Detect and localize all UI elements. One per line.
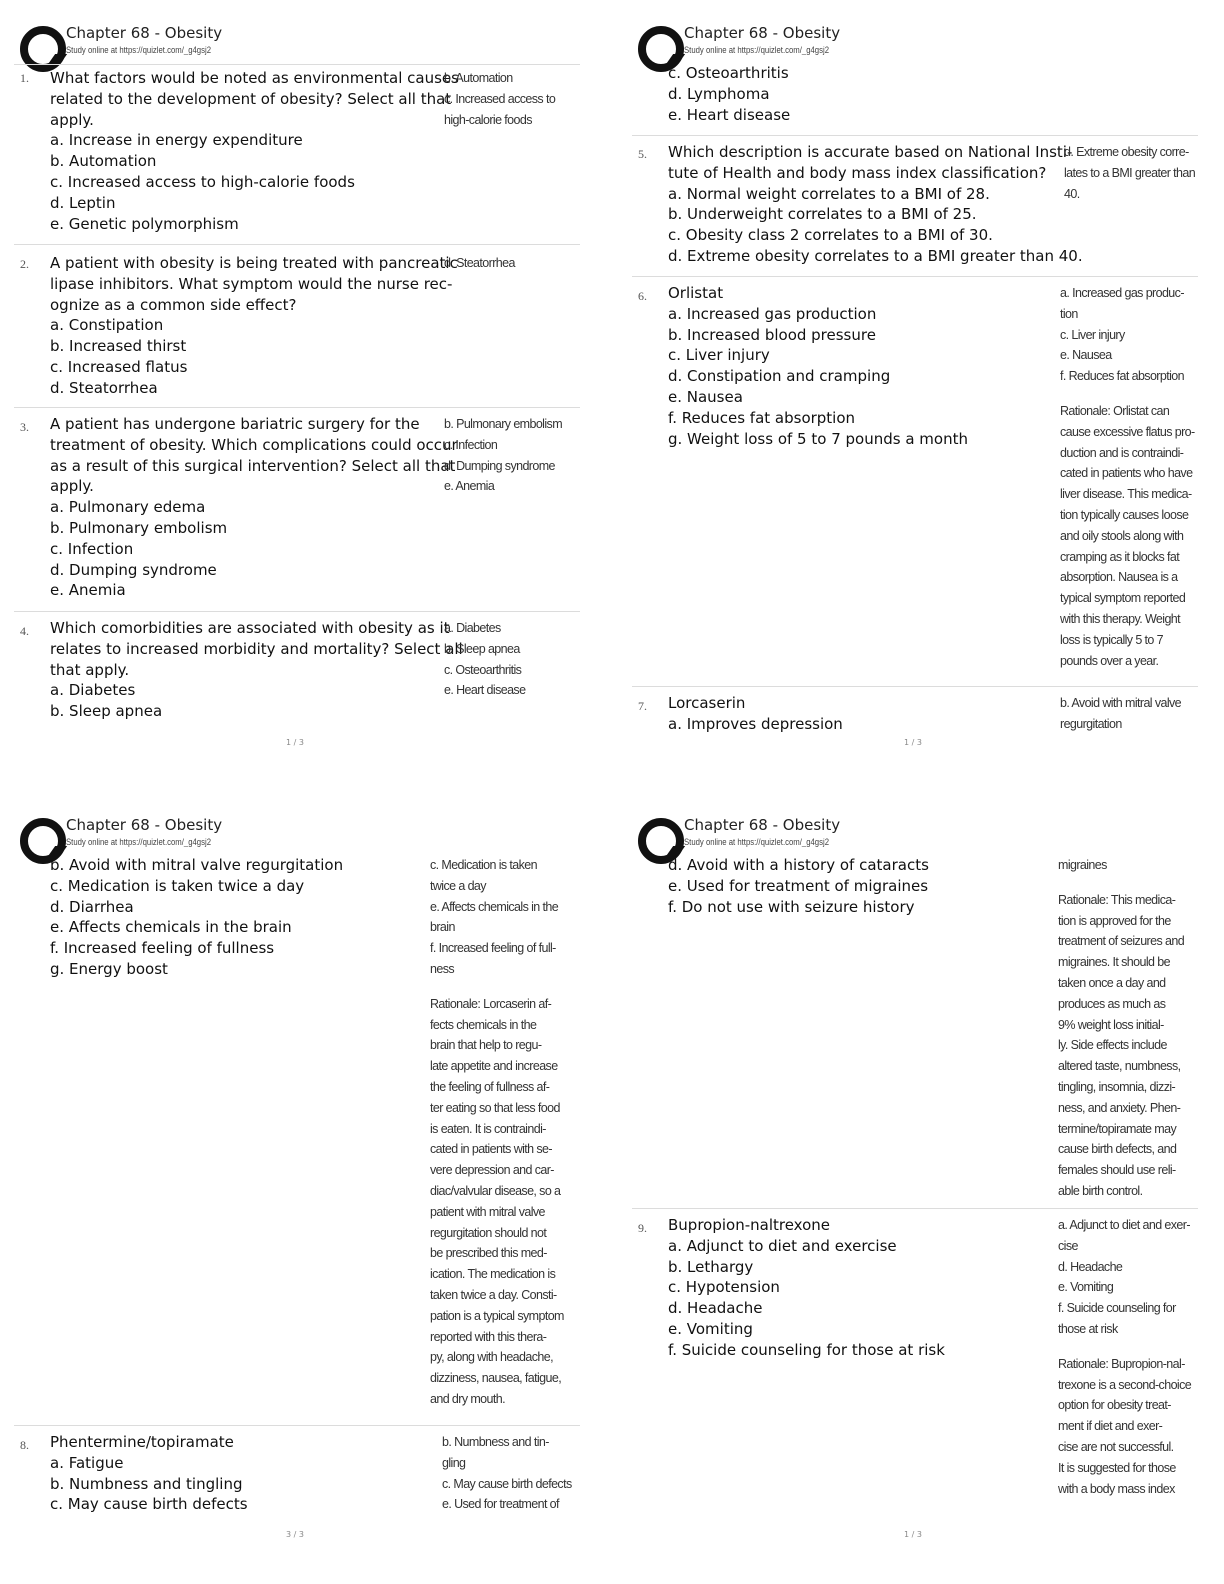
page-number: 1 / 3 <box>904 1530 922 1539</box>
answer-line: e. Vomiting <box>1058 1280 1114 1295</box>
rationale <box>1058 1354 1198 1500</box>
rationale-line: cise are not successful. <box>1058 1439 1174 1454</box>
answer-line: a. Adjunct to diet and exer- <box>1058 1218 1190 1232</box>
question-number: 6. <box>638 289 647 303</box>
question-body <box>50 414 458 601</box>
question-number: 9. <box>638 1221 647 1235</box>
rationale-line: patient with mitral valve <box>430 1204 545 1219</box>
option: b. Automation <box>50 152 157 171</box>
rationale-line: tingling, insomnia, dizzi- <box>1058 1079 1176 1094</box>
page-title: Chapter 68 - Obesity <box>66 816 223 834</box>
page-title: Chapter 68 - Obesity <box>684 24 841 42</box>
answer <box>430 855 570 1410</box>
page-4 <box>632 810 1212 1580</box>
option: d. Diarrhea <box>50 897 134 916</box>
answer-line: a. Diabetes <box>444 621 501 635</box>
option: a. Diabetes <box>50 681 136 700</box>
option: e. Vomiting <box>668 1319 753 1338</box>
rationale-line: Rationale: Orlistat can <box>1060 403 1170 418</box>
option: e. Affects chemicals in the brain <box>50 918 292 937</box>
rationale-line: trexone is a second-choice <box>1058 1377 1192 1392</box>
question-text: apply. <box>50 110 94 129</box>
answer-line: b. Avoid with mitral valve <box>1060 696 1182 710</box>
option: a. Pulmonary edema <box>50 498 206 517</box>
option: c. Infection <box>50 539 134 558</box>
rationale-line: typical symptom reported <box>1060 591 1186 606</box>
question-2 <box>14 244 580 397</box>
option: e. Used for treatment of migraines <box>668 876 929 895</box>
rationale-line: cause birth defects, and <box>1058 1142 1177 1157</box>
answer-line: f. Increased feeling of full- <box>430 941 556 956</box>
option: e. Anemia <box>50 581 126 600</box>
option: c. May cause birth defects <box>50 1495 248 1514</box>
page-number: 1 / 3 <box>904 738 922 747</box>
option: e. Genetic polymorphism <box>50 214 239 233</box>
answer-line: e. Used for treatment of <box>442 1497 559 1512</box>
option: c. Increased access to high-calorie foods <box>50 172 355 191</box>
option: d. Extreme obesity correlates to a BMI greater than 40. <box>668 246 1083 265</box>
rationale-line: Rationale: This medica- <box>1058 892 1176 907</box>
answer <box>1058 855 1198 1202</box>
rationale-line: taken twice a day. Consti- <box>430 1287 557 1302</box>
question-number: 7. <box>638 699 647 713</box>
option: b. Pulmonary embolism <box>50 518 228 537</box>
question-body <box>50 68 459 234</box>
option: a. Improves depression <box>668 714 843 733</box>
answer-line: 40. <box>1064 186 1080 201</box>
rationale <box>1060 401 1200 671</box>
question-number: 8. <box>20 1438 29 1452</box>
page-title: Chapter 68 - Obesity <box>684 816 841 834</box>
option: e. Nausea <box>668 387 743 406</box>
rationale-line: and oily stools along with <box>1060 528 1184 543</box>
answer-line: twice a day <box>430 878 486 893</box>
answer-line: c. Liver injury <box>1060 327 1125 342</box>
rationale-line: with this therapy. Weight <box>1060 611 1181 626</box>
question-4 <box>14 611 580 721</box>
option: c. Medication is taken twice a day <box>50 876 305 895</box>
question-number: 3. <box>20 420 29 434</box>
rationale-line: be prescribed this med- <box>430 1246 547 1261</box>
option: f. Increased feeling of fullness <box>50 939 275 958</box>
rationale <box>430 994 570 1410</box>
rationale <box>1058 890 1198 1202</box>
question-number: 5. <box>638 147 647 161</box>
rationale-line: late appetite and increase <box>430 1059 558 1074</box>
answer-line: migraines <box>1058 858 1107 872</box>
answer-line: c. Medication is taken <box>430 858 537 872</box>
option: e. Heart disease <box>668 105 791 124</box>
answer-line: e. Affects chemicals in the <box>430 899 559 914</box>
rationale-line: able birth control. <box>1058 1183 1143 1198</box>
rationale-line: the feeling of fullness af- <box>430 1079 550 1094</box>
quizlet-logo-icon <box>20 26 66 72</box>
question-text: as a result of this surgical intervention? Select all that <box>50 456 456 475</box>
question-1 <box>14 64 580 233</box>
option: b. Increased thirst <box>50 337 187 356</box>
question-body <box>668 142 1083 267</box>
rationale-line: diac/valvular disease, so a <box>430 1183 561 1198</box>
option: b. Increased blood pressure <box>668 325 876 344</box>
question-text: that apply. <box>50 660 130 679</box>
option: d. Steatorrhea <box>50 378 158 397</box>
answer-line: e. Heart disease <box>444 683 526 698</box>
answer <box>1058 1215 1198 1499</box>
rationale-line: cated in patients with se- <box>430 1142 552 1157</box>
question-number: 4. <box>20 624 29 638</box>
answer-line: c. May cause birth defects <box>442 1476 572 1491</box>
question-7 <box>632 686 1198 733</box>
option: b. Underweight correlates to a BMI of 25. <box>668 205 977 224</box>
rationale-line: termine/topiramate may <box>1058 1121 1177 1136</box>
answer-line: f. Suicide counseling for <box>1058 1301 1176 1316</box>
question-3 <box>14 407 580 600</box>
rationale-line: ness, and anxiety. Phen- <box>1058 1100 1181 1115</box>
page-header <box>14 810 574 860</box>
question-text: related to the development of obesity? Select all that <box>50 89 452 108</box>
option: d. Headache <box>668 1299 763 1318</box>
answer-line: ness <box>430 961 455 976</box>
page-2 <box>632 18 1212 788</box>
rationale-line: tion is approved for the <box>1058 913 1171 928</box>
answer-line: cise <box>1058 1238 1078 1253</box>
question-text: Phentermine/topiramate <box>50 1433 234 1451</box>
rationale-line: ly. Side effects include <box>1058 1038 1167 1053</box>
page-number: 1 / 3 <box>286 738 304 747</box>
option: a. Adjunct to diet and exercise <box>668 1236 897 1255</box>
question-text: Which comorbidities are associated with obesity as it <box>50 619 450 637</box>
page-3 <box>14 810 594 1580</box>
answer <box>1060 283 1200 671</box>
question-number: 2. <box>20 257 29 271</box>
option: d. Lymphoma <box>668 84 770 103</box>
answer-line: gling <box>442 1455 466 1470</box>
rationale-line: migraines. It should be <box>1058 955 1170 970</box>
answer-line: tion <box>1060 306 1078 321</box>
option: d. Leptin <box>50 193 116 212</box>
rationale-line: It is suggested for those <box>1058 1460 1176 1475</box>
rationale-line: ication. The medication is <box>430 1267 556 1282</box>
rationale-line: taken once a day and <box>1058 975 1166 990</box>
option: c. Liver injury <box>668 346 770 365</box>
answer-line: b. Numbness and tin- <box>442 1435 549 1449</box>
question-text: A patient with obesity is being treated with pancreatic <box>50 254 458 272</box>
rationale-line: vere depression and car- <box>430 1163 554 1178</box>
study-online-link[interactable]: Study online at https://quizlet.com/_g4gsj2 <box>684 45 830 55</box>
page-1 <box>14 18 594 788</box>
option: c. Osteoarthritis <box>668 64 789 82</box>
answer-line: d. Dumping syndrome <box>444 458 555 473</box>
option: d. Dumping syndrome <box>50 560 217 579</box>
study-online-link[interactable]: Study online at https://quizlet.com/_g4gsj2 <box>684 837 830 847</box>
answer-line: e. Anemia <box>444 479 495 494</box>
option: c. Hypotension <box>668 1278 780 1297</box>
option: c. Increased flatus <box>50 357 188 376</box>
option: b. Numbness and tingling <box>50 1474 243 1493</box>
option: g. Weight loss of 5 to 7 pounds a month <box>668 429 968 448</box>
question-body <box>668 855 1062 917</box>
rationale-line: fects chemicals in the <box>430 1017 537 1032</box>
page-header <box>14 18 574 68</box>
answer-line: c. Infection <box>444 437 498 452</box>
option: a. Normal weight correlates to a BMI of 28. <box>668 184 990 203</box>
answer-line: e. Nausea <box>1060 348 1112 363</box>
option: a. Fatigue <box>50 1453 124 1472</box>
study-online-link[interactable]: Study online at https://quizlet.com/_g4gsj2 <box>66 45 212 55</box>
answer-line: d. Headache <box>1058 1259 1123 1274</box>
answer <box>442 1432 582 1515</box>
answer <box>1064 142 1204 204</box>
question-body <box>50 253 458 399</box>
answer-line: d. Steatorrhea <box>444 256 515 270</box>
answer-line: b. Automation <box>444 71 513 85</box>
question-body <box>668 63 1062 125</box>
rationale-line: dizziness, nausea, fatigue, <box>430 1371 562 1386</box>
study-online-link[interactable]: Study online at https://quizlet.com/_g4gsj2 <box>66 837 212 847</box>
option: g. Energy boost <box>50 959 168 978</box>
rationale-line: option for obesity treat- <box>1058 1398 1171 1413</box>
rationale-line: treatment of seizures and <box>1058 934 1185 949</box>
option: a. Increased gas production <box>668 304 877 323</box>
rationale-line: altered taste, numbness, <box>1058 1059 1181 1074</box>
rationale-line: regurgitation should not <box>430 1225 547 1240</box>
rationale-line: cause excessive flatus pro- <box>1060 424 1195 439</box>
rationale-line: females should use reli- <box>1058 1163 1176 1178</box>
rationale-line: absorption. Nausea is a <box>1060 570 1178 585</box>
rationale-line: cramping as it blocks fat <box>1060 549 1180 564</box>
answer <box>444 253 584 274</box>
answer-line: lates to a BMI greater than <box>1064 165 1196 180</box>
rationale-line: ment if diet and exer- <box>1058 1419 1163 1434</box>
rationale-line: ter eating so that less food <box>430 1100 560 1115</box>
answer-line: those at risk <box>1058 1321 1118 1336</box>
option: b. Avoid with mitral valve regurgitation <box>50 856 344 874</box>
question-6 <box>632 276 1198 668</box>
page-title: Chapter 68 - Obesity <box>66 24 223 42</box>
answer-line: d. Extreme obesity corre- <box>1064 145 1189 159</box>
question-body <box>50 618 463 722</box>
rationale-line: duction and is contraindi- <box>1060 445 1184 460</box>
question-text: What factors would be noted as environmental causes <box>50 69 459 87</box>
option: d. Avoid with a history of cataracts <box>668 856 929 874</box>
answer-line: b. Pulmonary embolism <box>444 417 563 431</box>
rationale-line: liver disease. This medica- <box>1060 487 1192 502</box>
option: a. Increase in energy expenditure <box>50 131 303 150</box>
rationale-line: reported with this thera- <box>430 1329 547 1344</box>
rationale-line: pation is a typical symptom <box>430 1308 564 1323</box>
option: b. Sleep apnea <box>50 702 163 721</box>
option: a. Constipation <box>50 316 164 335</box>
option: b. Lethargy <box>668 1257 754 1276</box>
rationale-line: cated in patients who have <box>1060 466 1193 481</box>
rationale-line: py, along with headache, <box>430 1350 553 1365</box>
rationale-line: produces as much as <box>1058 996 1166 1011</box>
question-body <box>668 693 1062 735</box>
question-8 <box>14 1425 580 1514</box>
option: f. Do not use with seizure history <box>668 897 915 916</box>
option: c. Obesity class 2 correlates to a BMI of 30. <box>668 226 993 245</box>
answer-line: regurgitation <box>1060 716 1122 731</box>
answer <box>444 618 584 701</box>
answer-line: a. Increased gas produc- <box>1060 286 1184 300</box>
question-text: treatment of obesity. Which complications could occur <box>50 435 458 454</box>
question-text: tute of Health and body mass index classification? <box>668 163 1047 182</box>
answer-line: c. Increased access to <box>444 91 556 106</box>
rationale-line: and dry mouth. <box>430 1391 505 1406</box>
rationale-line: pounds over a year. <box>1060 653 1159 668</box>
rationale-line: 9% weight loss initial- <box>1058 1017 1164 1032</box>
answer-line: b. Sleep apnea <box>444 641 520 656</box>
page-header <box>632 810 1192 860</box>
rationale-line: brain that help to regu- <box>430 1038 542 1053</box>
question-text: relates to increased morbidity and mortality? Select all <box>50 639 463 658</box>
question-text: Orlistat <box>668 284 724 302</box>
answer <box>444 68 584 130</box>
question-body <box>668 1215 1062 1361</box>
question-text: lipase inhibitors. What symptom would the nurse rec- <box>50 274 453 293</box>
rationale-line: tion typically causes loose <box>1060 507 1189 522</box>
rationale-line: Rationale: Bupropion-nal- <box>1058 1356 1185 1371</box>
option: f. Suicide counseling for those at risk <box>668 1340 945 1359</box>
question-text: Lorcaserin <box>668 694 746 712</box>
question-text: ognize as a common side effect? <box>50 295 297 314</box>
question-text: Bupropion-naltrexone <box>668 1216 830 1234</box>
question-5 <box>632 135 1198 265</box>
question-text: Which description is accurate based on National Insti- <box>668 143 1073 161</box>
rationale-line: Rationale: Lorcaserin af- <box>430 996 552 1011</box>
answer <box>1060 693 1200 735</box>
question-text: apply. <box>50 477 94 496</box>
answer-line: high-calorie foods <box>444 112 532 127</box>
rationale-line: with a body mass index <box>1058 1481 1175 1496</box>
answer-line: c. Osteoarthritis <box>444 662 522 677</box>
answer-line: brain <box>430 920 455 935</box>
answer-line: f. Reduces fat absorption <box>1060 369 1184 384</box>
question-text: A patient has undergone bariatric surgery for the <box>50 415 420 433</box>
question-number: 1. <box>20 71 29 85</box>
option: f. Reduces fat absorption <box>668 408 856 427</box>
answer <box>444 414 584 497</box>
rationale-line: loss is typically 5 to 7 <box>1060 632 1164 647</box>
option: d. Constipation and cramping <box>668 367 891 386</box>
question-body <box>50 1432 444 1515</box>
question-9 <box>632 1208 1198 1496</box>
question-body <box>668 283 1062 449</box>
rationale-line: is eaten. It is contraindi- <box>430 1121 546 1136</box>
page-header <box>632 18 1192 68</box>
question-body <box>50 855 444 980</box>
page-number: 3 / 3 <box>286 1530 304 1539</box>
